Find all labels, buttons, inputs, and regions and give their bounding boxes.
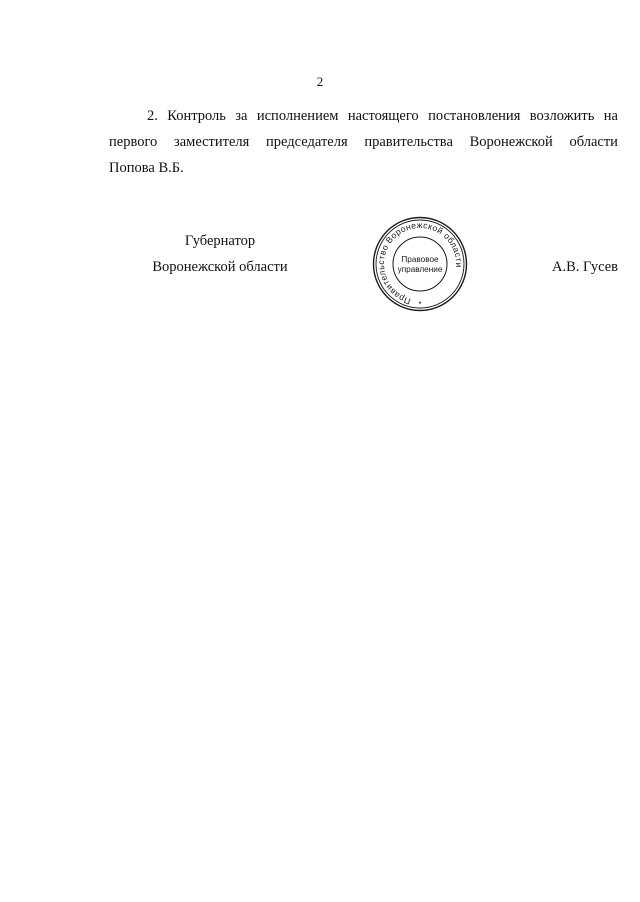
word: первого (109, 134, 158, 150)
seal-ring-text: Правительство Воронежской области (375, 219, 465, 307)
word: правительства (364, 134, 453, 150)
paragraph-line-3: Попова В.Б. (109, 160, 184, 176)
word: на (603, 108, 618, 124)
word: возложить (529, 108, 595, 124)
word: исполнением (256, 108, 339, 124)
paragraph-line-1 (109, 103, 618, 129)
signatory-position-line-2: Воронежской области (152, 259, 288, 275)
seal-center-line-1: Правовое (401, 255, 439, 264)
word: 2. (147, 108, 158, 124)
word: Контроль (167, 108, 226, 124)
official-seal-stamp (370, 214, 470, 314)
resolution-paragraph (109, 103, 618, 181)
signatory-name: А.В. Гусев (552, 259, 618, 275)
seal-star-mark: * (418, 300, 422, 309)
word: Воронежской (469, 134, 553, 150)
word: постановления (428, 108, 521, 124)
seal-center-line-2: управление (397, 265, 443, 274)
word: заместителя (173, 134, 250, 150)
word: области (569, 134, 618, 150)
page-number: 2 (316, 74, 324, 89)
word: за (235, 108, 248, 124)
signatory-position (130, 228, 310, 280)
signatory-position-line-1: Губернатор (184, 233, 256, 249)
word: настоящего (347, 108, 419, 124)
word: председателя (266, 134, 348, 150)
paragraph-line-2 (109, 129, 618, 155)
